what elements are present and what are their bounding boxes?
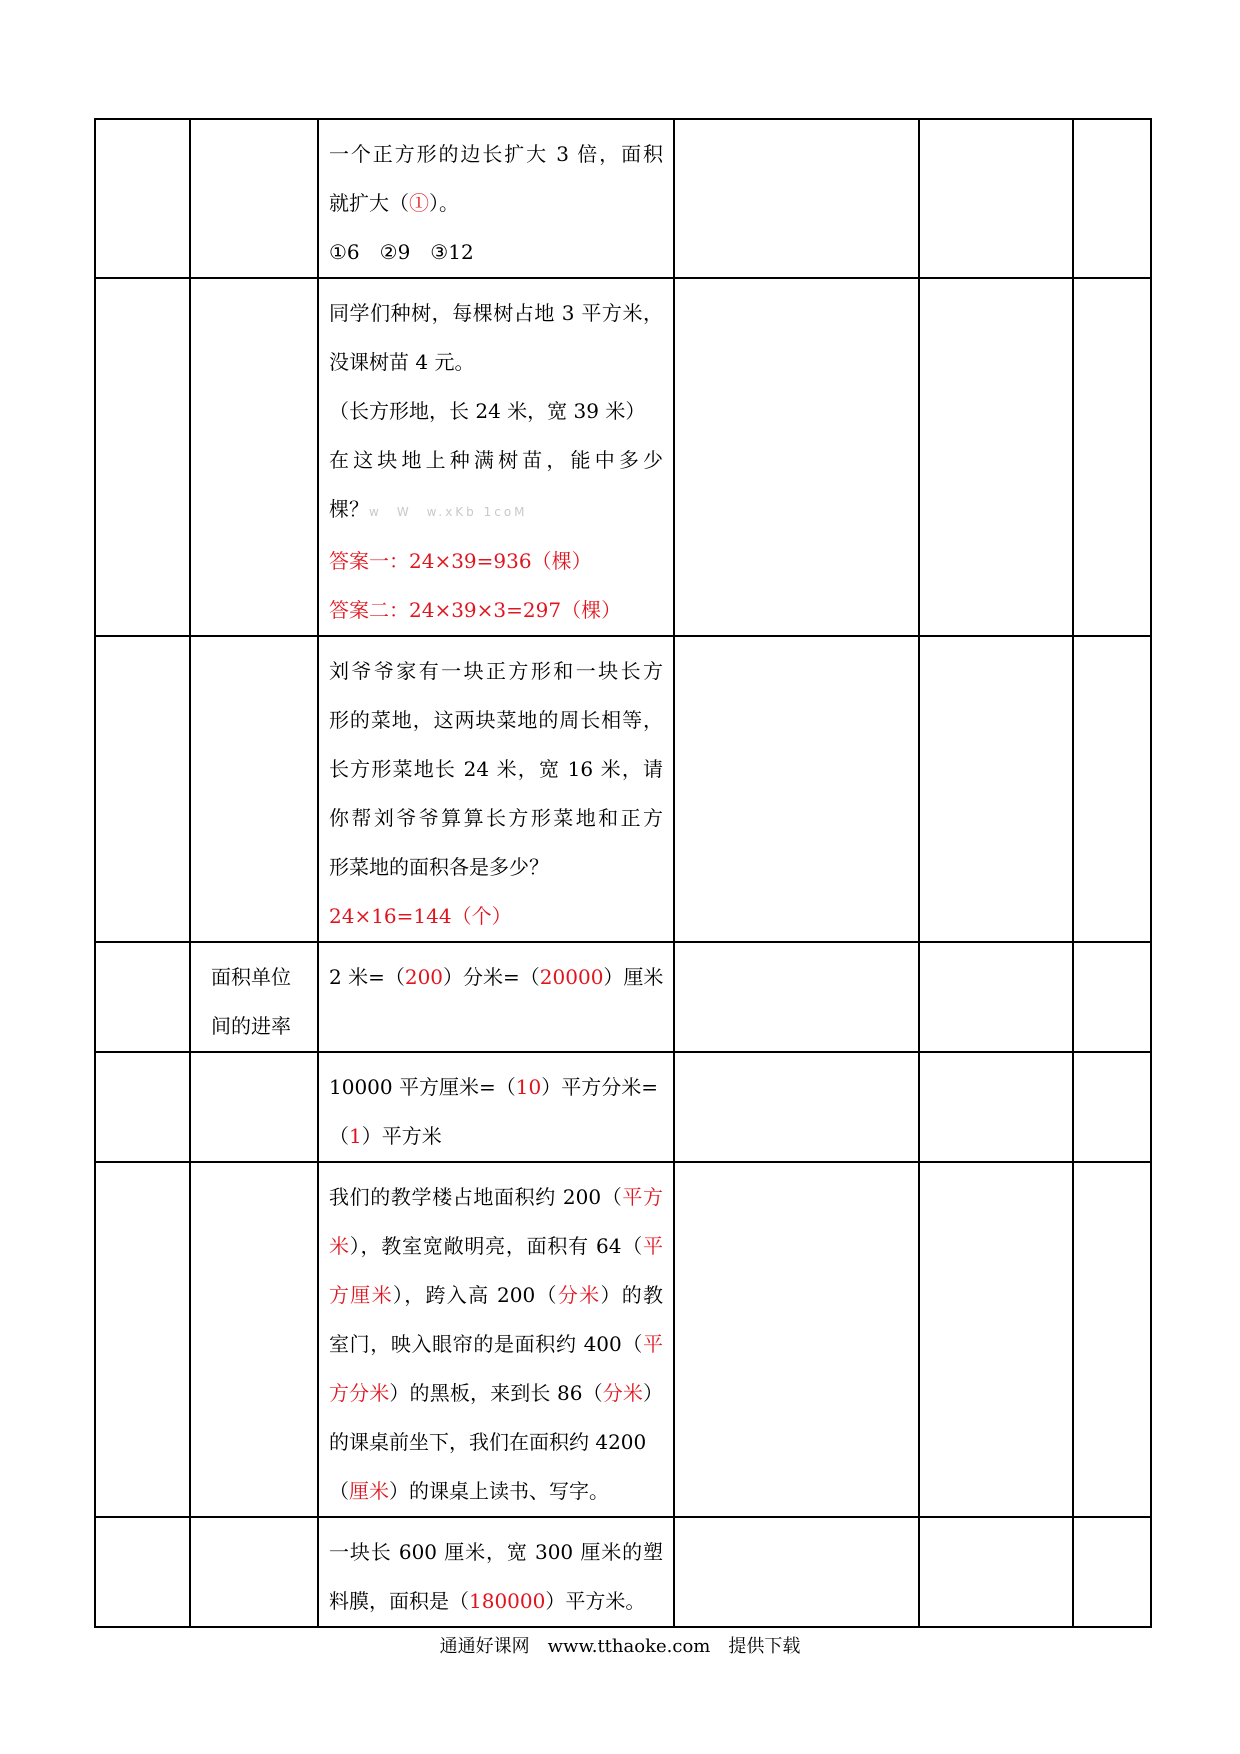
answer-text: 平	[643, 1234, 663, 1258]
empty-cell	[1073, 119, 1151, 278]
empty-cell	[95, 1162, 190, 1517]
question-text: 形的菜地，这两块菜地的周长相等，	[329, 708, 663, 732]
question-text: ）的黑板，来到长 86（	[389, 1381, 603, 1405]
question-text: 在这块地上种满树苗，能中多少	[329, 448, 663, 472]
question-text: ）平方米。	[545, 1589, 646, 1613]
question-text: ）分米=（	[443, 965, 540, 989]
question-line	[329, 843, 663, 892]
question-text: ）。	[429, 191, 459, 215]
answer-text: 平方	[622, 1185, 664, 1209]
empty-cell	[674, 1517, 919, 1627]
question-text: 我们的教学楼占地面积约 200（	[329, 1185, 623, 1209]
question-line	[329, 892, 663, 941]
empty-cell	[95, 1517, 190, 1627]
question-text: 同学们种树，每棵树占地 3 平方米，	[329, 301, 663, 325]
question-cell	[318, 636, 674, 942]
category-cell	[190, 1052, 318, 1162]
question-text: 一个正方形的边长扩大 3 倍，面积	[329, 142, 663, 166]
question-line	[329, 794, 663, 843]
answer-text: 平	[643, 1332, 663, 1356]
table-row	[95, 942, 1151, 1052]
question-text: ），教室宽敞明亮，面积有 64（	[349, 1234, 643, 1258]
question-line	[329, 1222, 663, 1271]
question-line	[329, 1369, 663, 1418]
answer-text: 20000	[539, 965, 604, 989]
question-line	[329, 1173, 663, 1222]
question-text: 一块长 600 厘米，宽 300 厘米的塑	[329, 1540, 663, 1564]
question-text: ）	[643, 1381, 664, 1405]
table-row	[95, 1517, 1151, 1627]
table-row	[95, 1052, 1151, 1162]
question-text: ），跨入高 200（	[392, 1283, 558, 1307]
empty-cell	[919, 278, 1073, 636]
table-row	[95, 119, 1151, 278]
answer-text: 米	[329, 1234, 350, 1258]
question-text: 形菜地的面积各是多少？	[329, 855, 549, 879]
empty-cell	[95, 119, 190, 278]
question-cell	[318, 1517, 674, 1627]
question-text: （	[329, 1124, 349, 1148]
category-cell	[190, 1517, 318, 1627]
question-text: 的课桌前坐下，我们在面积约 4200	[329, 1430, 647, 1454]
empty-cell	[95, 942, 190, 1052]
answer-text: 1	[349, 1124, 362, 1148]
question-line	[329, 485, 663, 537]
question-text: 你帮刘爷爷算算长方形菜地和正方	[329, 806, 663, 830]
answer-text: 分米	[557, 1283, 601, 1307]
table-row	[95, 636, 1151, 942]
question-line	[329, 1577, 663, 1626]
answer-text: 答案二：24×39×3=297（棵）	[329, 598, 622, 622]
question-cell	[318, 1052, 674, 1162]
question-text: ）的课桌上读书、写字。	[389, 1479, 609, 1503]
question-line	[329, 1467, 663, 1516]
category-cell	[190, 1162, 318, 1517]
category-line: 面积单位	[211, 965, 291, 989]
empty-cell	[674, 636, 919, 942]
question-text: ）平方分米=	[541, 1075, 658, 1099]
empty-cell	[674, 942, 919, 1052]
empty-cell	[919, 636, 1073, 942]
empty-cell	[95, 278, 190, 636]
answer-text: 180000	[469, 1589, 546, 1613]
empty-cell	[1073, 1162, 1151, 1517]
question-text: ）的教	[600, 1283, 664, 1307]
empty-cell	[1073, 636, 1151, 942]
page-footer: 通通好课网 www.tthaoke.com 提供下载	[439, 1636, 801, 1657]
question-text: ①6 ②9 ③12	[329, 240, 474, 264]
empty-cell	[919, 1162, 1073, 1517]
category-cell	[190, 278, 318, 636]
answer-text: 方分米	[329, 1381, 390, 1405]
answer-text: 厘米	[349, 1479, 389, 1503]
question-line	[329, 1320, 663, 1369]
question-text: 料膜，面积是（	[329, 1589, 469, 1613]
question-line	[329, 387, 663, 436]
question-cell	[318, 119, 674, 278]
question-line	[329, 179, 663, 228]
empty-cell	[674, 278, 919, 636]
question-line	[329, 1528, 663, 1577]
empty-cell	[674, 1162, 919, 1517]
question-text: 10000 平方厘米=（	[329, 1075, 516, 1099]
category-cell	[190, 119, 318, 278]
question-text: 室门，映入眼帘的是面积约 400（	[329, 1332, 643, 1356]
question-text: 就扩大（	[329, 191, 409, 215]
question-cell	[318, 278, 674, 636]
category-cell	[190, 636, 318, 942]
empty-cell	[95, 636, 190, 942]
question-text: ）厘米	[603, 965, 664, 989]
answer-text: 200	[404, 965, 444, 989]
empty-cell	[919, 1052, 1073, 1162]
empty-cell	[1073, 278, 1151, 636]
question-line	[329, 953, 663, 1002]
empty-cell	[919, 1517, 1073, 1627]
question-text: 2 米=（	[329, 965, 405, 989]
question-line	[329, 289, 663, 338]
category-cell	[190, 942, 318, 1052]
question-text: 没课树苗 4 元。	[329, 350, 475, 374]
empty-cell	[1073, 1517, 1151, 1627]
question-line	[329, 338, 663, 387]
answer-text: 10	[515, 1075, 542, 1099]
question-text: 刘爷爷家有一块正方形和一块长方	[329, 659, 663, 683]
question-text: 长方形菜地长 24 米，宽 16 米，请	[329, 757, 663, 781]
table-row	[95, 1162, 1151, 1517]
question-line	[329, 436, 663, 485]
question-cell	[318, 1162, 674, 1517]
category-line: 间的进率	[211, 1014, 291, 1038]
empty-cell	[1073, 1052, 1151, 1162]
question-text: （	[329, 1479, 349, 1503]
answer-text: 24×16=144（个）	[329, 904, 512, 928]
question-line	[329, 130, 663, 179]
question-line	[329, 1112, 663, 1161]
answer-text: ①	[409, 191, 429, 215]
answer-text: 方厘米	[329, 1283, 393, 1307]
table-row	[95, 278, 1151, 636]
question-text: ）平方米	[361, 1124, 442, 1148]
empty-cell	[919, 942, 1073, 1052]
answer-text: 分米	[602, 1381, 644, 1405]
question-line	[329, 537, 663, 586]
worksheet-table	[94, 118, 1152, 1628]
question-text: （长方形地，长 24 米，宽 39 米）	[329, 399, 646, 423]
empty-cell	[95, 1052, 190, 1162]
question-cell	[318, 942, 674, 1052]
question-line	[329, 586, 663, 635]
question-line	[329, 1418, 663, 1467]
empty-cell	[1073, 942, 1151, 1052]
question-line	[329, 1063, 663, 1112]
question-line	[329, 696, 663, 745]
empty-cell	[674, 119, 919, 278]
question-line	[329, 1271, 663, 1320]
answer-text: 答案一：24×39=936（棵）	[329, 549, 592, 573]
empty-cell	[674, 1052, 919, 1162]
question-text: 棵？	[329, 497, 369, 521]
question-line	[329, 647, 663, 696]
empty-cell	[919, 119, 1073, 278]
question-line	[329, 745, 663, 794]
watermark-text: w W w.xKb 1coM	[369, 505, 528, 519]
question-line	[329, 228, 663, 277]
